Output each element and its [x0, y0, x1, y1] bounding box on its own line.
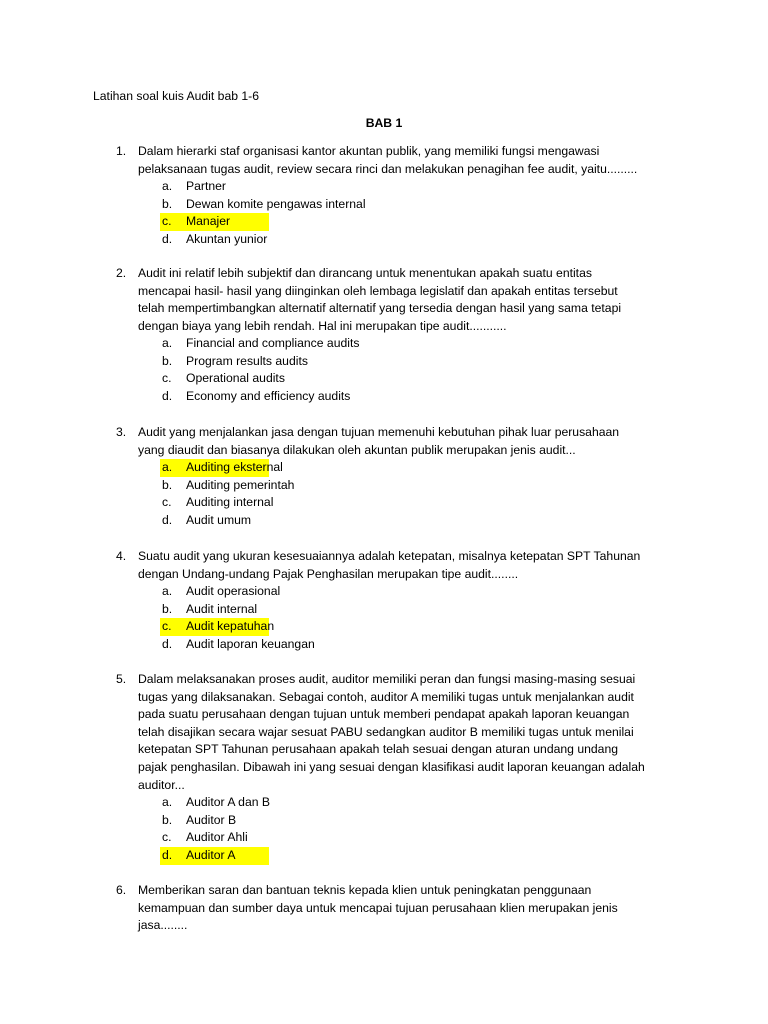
question-text — [138, 882, 686, 935]
option-letter: b. — [162, 353, 173, 368]
option-letter: a. — [162, 179, 173, 193]
option-b — [162, 812, 269, 830]
option-letter: a. — [162, 460, 173, 474]
question-text — [138, 143, 686, 178]
option-letter: c. — [162, 371, 172, 386]
option-text: Akuntan yunior — [186, 232, 268, 247]
option-text: Audit internal — [186, 601, 258, 616]
option-letter: d. — [162, 848, 173, 863]
question-line: auditor... — [138, 777, 185, 792]
option-letter: c. — [162, 830, 172, 845]
question-text — [138, 424, 686, 459]
option-text: Auditor B — [186, 812, 237, 827]
question-line: tugas yang dilaksanakan. Sebagai contoh, auditor A memiliki tugas untuk menjalankan audit — [138, 689, 634, 704]
question-number: 3. — [116, 425, 127, 439]
option-c-highlighted-answer — [160, 618, 275, 636]
option-text: Audit kepatuhan — [186, 619, 275, 634]
option-b — [162, 196, 366, 214]
option-a — [162, 178, 269, 196]
question-number: 2. — [116, 266, 127, 280]
option-text: Dewan komite pengawas internal — [186, 196, 366, 211]
option-text: Partner — [186, 179, 226, 193]
question-number: 1. — [116, 144, 127, 158]
option-text: Program results audits — [186, 353, 308, 368]
option-c-highlighted-answer — [160, 213, 269, 231]
option-letter: c. — [162, 619, 172, 634]
option-c — [162, 829, 269, 847]
option-text: Financial and compliance audits — [186, 336, 360, 350]
option-text: Audit umum — [186, 513, 252, 528]
option-list — [162, 459, 295, 530]
option-text: Audit laporan keuangan — [186, 637, 315, 652]
option-d — [162, 636, 315, 654]
option-letter: a. — [162, 795, 173, 809]
option-d — [162, 512, 269, 530]
option-text: Auditing internal — [186, 495, 274, 510]
option-text: Auditing pemerintah — [186, 477, 295, 492]
option-letter: b. — [162, 601, 173, 616]
option-a — [162, 583, 281, 601]
question-line: telah disajikan secara wajar sesuat PABU sedangkan auditor B memiliki tugas untuk menilai — [138, 724, 634, 739]
document-title: Latihan soal kuis Audit bab 1-6 — [93, 89, 260, 103]
option-list — [162, 794, 269, 865]
question-text — [138, 265, 686, 335]
question-line: Dalam melaksanakan proses audit, auditor memiliki peran dan fungsi masing-masing sesuai — [138, 672, 636, 686]
option-text: Auditor A dan B — [186, 795, 271, 809]
question-line: Suatu audit yang ukuran kesesuaiannya adalah ketepatan, misalnya ketepatan SPT Tahunan — [138, 549, 641, 563]
option-a-highlighted-answer — [160, 459, 283, 477]
chapter-heading: BAB 1 — [365, 116, 403, 130]
question-line: ketepatan SPT Tahunan perusahaan apakah telah sesuai dengan aturan undang undang — [138, 742, 618, 757]
option-letter: d. — [162, 637, 173, 652]
question-line: Dalam hierarki staf organisasi kantor akuntan publik, yang memiliki fungsi mengawasi — [138, 144, 600, 158]
question-line: kemampuan dan sumber daya untuk mencapai tujuan perusahaan klien merupakan jenis — [138, 900, 618, 915]
option-text: Manajer — [186, 214, 231, 229]
question-line: telah mempertimbangkan alternatif alternatif yang tersedia dengan hasil yang sama tetapi — [138, 301, 622, 316]
option-text: Economy and efficiency audits — [186, 389, 351, 404]
question-line: pajak penghasilan. Dibawah ini yang sesuai dengan klasifikasi audit laporan keuangan adalah — [138, 759, 645, 774]
option-letter: a. — [162, 584, 173, 598]
question-line: pelaksanaan tugas audit, review secara rinci dan melakukan penagihan fee audit, yaitu......... — [138, 161, 638, 176]
question-line: pada suatu perusahaan dengan tujuan untuk memberi pendapat apakah laporan keuangan — [138, 707, 630, 722]
option-letter: a. — [162, 336, 173, 350]
option-text: Auditing eksternal — [186, 460, 283, 474]
option-letter: b. — [162, 196, 173, 211]
option-b — [162, 477, 295, 495]
question-line: yang diaudit dan biasanya dilakukan oleh akuntan publik merupakan jenis audit... — [138, 442, 576, 457]
option-d-highlighted-answer — [160, 847, 269, 865]
option-a — [162, 794, 269, 812]
question-text — [138, 548, 686, 583]
option-text: Audit operasional — [186, 584, 281, 598]
question-line: mencapai hasil- hasil yang diinginkan oleh lembaga legislatif dan apakah entitas tersebut — [138, 283, 618, 298]
option-text: Auditor A — [186, 848, 236, 863]
option-text: Auditor Ahli — [186, 830, 248, 845]
option-b — [162, 601, 269, 619]
option-letter: d. — [162, 389, 173, 404]
question-text — [138, 671, 686, 794]
question-line: Audit ini relatif lebih subjektif dan dirancang untuk menentukan apakah suatu entitas — [138, 266, 592, 280]
option-text: Operational audits — [186, 371, 285, 386]
option-letter: d. — [162, 513, 173, 528]
question-number: 6. — [116, 883, 127, 897]
option-letter: b. — [162, 477, 173, 492]
question-line: dengan Undang-undang Pajak Penghasilan merupakan tipe audit........ — [138, 566, 519, 581]
option-c — [162, 494, 274, 512]
option-list — [162, 583, 315, 654]
question-line: dengan biaya yang lebih rendah. Hal ini merupakan tipe audit........... — [138, 318, 507, 333]
question-number: 4. — [116, 549, 127, 563]
option-letter: d. — [162, 232, 173, 247]
option-d — [162, 231, 269, 249]
option-letter: c. — [162, 214, 172, 229]
question-line: Memberikan saran dan bantuan teknis kepada klien untuk peningkatan penggunaan — [138, 883, 592, 897]
question-line: Audit yang menjalankan jasa dengan tujuan memenuhi kebutuhan pihak luar perusahaan — [138, 425, 620, 439]
option-letter: c. — [162, 495, 172, 510]
question-line: jasa........ — [138, 918, 188, 933]
option-letter: b. — [162, 812, 173, 827]
option-list — [162, 178, 366, 249]
question-number: 5. — [116, 672, 127, 686]
